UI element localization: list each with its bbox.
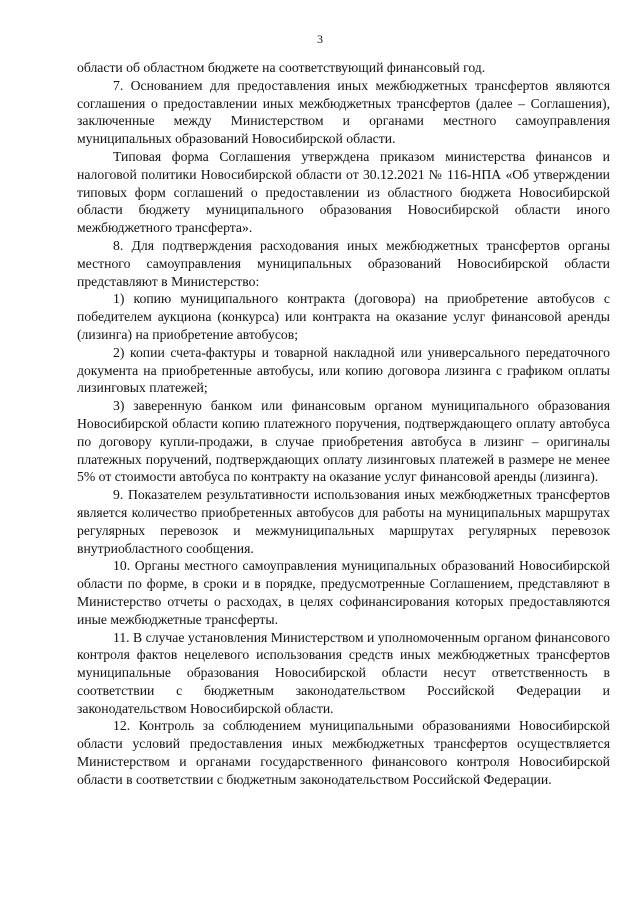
paragraph-11: 11. В случае установления Министерством и уполномоченным органом финансового контроля фактов нецелевого использования средств иных межбюджетных трансфертов муниципальные образования Новосибирской области несут ответственность в соответствии с бюджетным законодательством Российской Федерации и законодательством Новосибирской области.	[77, 629, 610, 716]
paragraph-8-item-1: 1) копию муниципального контракта (договора) на приобретение автобусов с победителем аукциона (конкурса) или контракта на оказание услуг финансовой аренды (лизинга) на приобретение автобусов;	[77, 291, 610, 342]
paragraph-7: 7. Основанием для предоставления иных межбюджетных трансфертов являются соглашения о предоставлении иных межбюджетных трансфертов (далее – Соглашения), заключенные между Министерством и органами местного самоуправления муниципальных образований Новосибирской области.	[77, 77, 610, 147]
paragraph-8-item-2: 2) копии счета-фактуры и товарной накладной или универсального передаточного документа на приобретенные автобусы, или копию договора лизинга с графиком оплаты лизинговых платежей;	[77, 344, 610, 396]
paragraph-8: 8. Для подтверждения расходования иных межбюджетных трансфертов органы местного самоуправления муниципальных образований Новосибирской области представляют в Министерство:	[77, 237, 610, 289]
paragraph-12: 12. Контроль за соблюдением муниципальными образованиями Новосибирской области условий предоставления иных межбюджетных трансфертов осуществляется Министерством и органами государственного финансового контроля Новосибирской области в соответствии с бюджетным законодательством Российской Федерации.	[77, 718, 610, 787]
paragraph-10: 10. Органы местного самоуправления муниципальных образований Новосибирской области по форме, в сроки и в порядке, предусмотренные Соглашением, представляют в Министерство отчеты о расходах, в целях софинансирования которых предоставляются иные межбюджетные трансферты.	[77, 558, 610, 627]
paragraph-continuation: области об областном бюджете на соответствующий финансовый год.	[77, 60, 486, 75]
paragraph-8-item-3: 3) заверенную банком или финансовым органом муниципального образования Новосибирской области копию платежного поручения, подтверждающего оплату автобуса по договору купли-продажи, в случае приобретения автобуса в лизинг – оригиналы платежных поручений, подтверждающих оплату лизинговых платежей в размере не менее 5% от стоимости автобуса по контракту на оказание услуг финансовой аренды (лизинга).	[77, 398, 610, 485]
page-number: 3	[317, 32, 323, 46]
paragraph-9: 9. Показателем результативности использования иных межбюджетных трансфертов является количество приобретенных автобусов для работы на муниципальных маршрутах регулярных перевозок и межмуниципальных маршрутах регулярных перевозок внутриобластного сообщения.	[77, 487, 610, 556]
document-body	[77, 59, 610, 789]
paragraph-standard-form: Типовая форма Соглашения утверждена приказом министерства финансов и налоговой политики Новосибирской области от 30.12.2021 № 116-НПА «Об утверждении типовых форм соглашений о предоставлении из областного бюджета Новосибирской области бюджету муниципального образования Новосибирской области иного межбюджетного трансферта».	[77, 148, 610, 236]
